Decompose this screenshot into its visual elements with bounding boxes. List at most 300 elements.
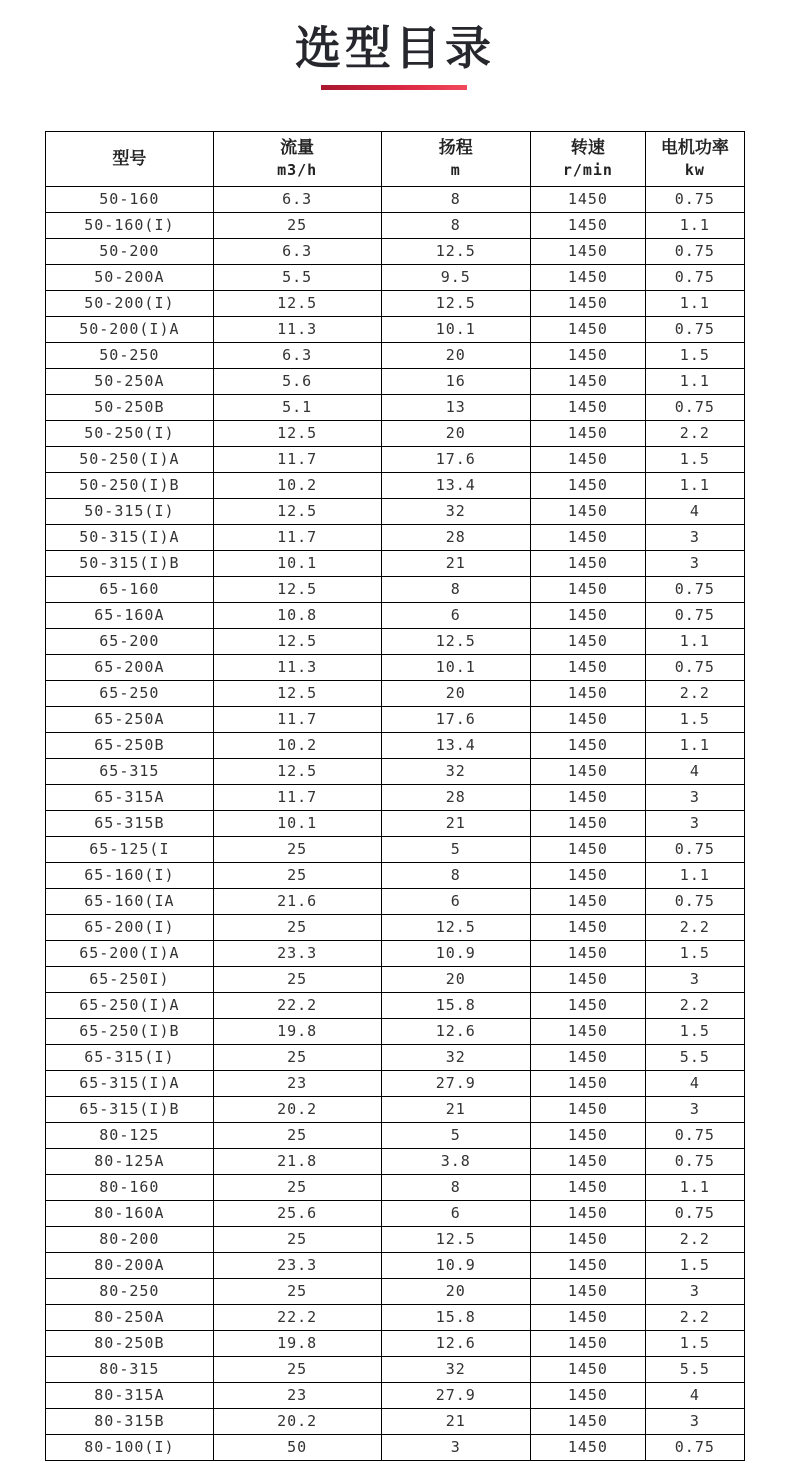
power-cell: 3 [645, 1409, 744, 1435]
model-cell: 80-125A [46, 1149, 214, 1175]
table-row [46, 629, 745, 655]
head-cell: 21 [381, 1409, 531, 1435]
flow-cell: 25 [213, 837, 381, 863]
table-row [46, 343, 745, 369]
power-cell: 2.2 [645, 421, 744, 447]
speed-cell: 1450 [531, 499, 646, 525]
head-cell: 6 [381, 1201, 531, 1227]
flow-cell: 19.8 [213, 1019, 381, 1045]
speed-cell: 1450 [531, 1149, 646, 1175]
power-cell: 3 [645, 1279, 744, 1305]
speed-cell: 1450 [531, 733, 646, 759]
model-cell: 50-250(I) [46, 421, 214, 447]
speed-cell: 1450 [531, 369, 646, 395]
speed-cell: 1450 [531, 1019, 646, 1045]
model-cell: 80-160 [46, 1175, 214, 1201]
model-cell: 65-200A [46, 655, 214, 681]
flow-cell: 10.8 [213, 603, 381, 629]
column-label: 型号 [112, 148, 147, 169]
speed-cell: 1450 [531, 395, 646, 421]
power-cell: 1.5 [645, 1331, 744, 1357]
table-row [46, 1123, 745, 1149]
selection-table [45, 131, 745, 1461]
model-cell: 50-315(I) [46, 499, 214, 525]
model-cell: 65-250A [46, 707, 214, 733]
head-cell: 12.5 [381, 629, 531, 655]
flow-cell: 12.5 [213, 499, 381, 525]
flow-cell: 6.3 [213, 187, 381, 213]
flow-cell: 25 [213, 967, 381, 993]
speed-cell: 1450 [531, 915, 646, 941]
column-unit: r/min [562, 161, 613, 180]
power-cell: 3 [645, 525, 744, 551]
flow-cell: 25 [213, 1123, 381, 1149]
power-cell: 0.75 [645, 187, 744, 213]
flow-cell: 5.1 [213, 395, 381, 421]
power-cell: 0.75 [645, 395, 744, 421]
model-cell: 65-250(I)A [46, 993, 214, 1019]
speed-cell: 1450 [531, 1201, 646, 1227]
head-cell: 15.8 [381, 993, 531, 1019]
power-cell: 5.5 [645, 1045, 744, 1071]
table-header-row [46, 132, 745, 187]
speed-cell: 1450 [531, 187, 646, 213]
head-cell: 20 [381, 1279, 531, 1305]
power-cell: 1.1 [645, 473, 744, 499]
speed-cell: 1450 [531, 1383, 646, 1409]
head-cell: 10.1 [381, 317, 531, 343]
model-cell: 50-250(I)A [46, 447, 214, 473]
table-row [46, 1019, 745, 1045]
speed-cell: 1450 [531, 655, 646, 681]
flow-cell: 11.7 [213, 447, 381, 473]
column-header-speed [531, 132, 646, 187]
table-row [46, 603, 745, 629]
table-row [46, 1253, 745, 1279]
column-header-flow [213, 132, 381, 187]
table-row [46, 213, 745, 239]
model-cell: 65-200(I) [46, 915, 214, 941]
table-row [46, 811, 745, 837]
head-cell: 21 [381, 1097, 531, 1123]
head-cell: 15.8 [381, 1305, 531, 1331]
power-cell: 0.75 [645, 1435, 744, 1461]
flow-cell: 50 [213, 1435, 381, 1461]
speed-cell: 1450 [531, 239, 646, 265]
model-cell: 80-125 [46, 1123, 214, 1149]
column-unit: kw [684, 161, 705, 180]
model-cell: 80-100(I) [46, 1435, 214, 1461]
model-cell: 80-160A [46, 1201, 214, 1227]
speed-cell: 1450 [531, 1123, 646, 1149]
table-row [46, 1071, 745, 1097]
head-cell: 32 [381, 499, 531, 525]
title-underline-bar [321, 85, 467, 90]
flow-cell: 22.2 [213, 993, 381, 1019]
power-cell: 1.5 [645, 447, 744, 473]
head-cell: 8 [381, 187, 531, 213]
table-row [46, 525, 745, 551]
model-cell: 65-315(I)A [46, 1071, 214, 1097]
table-row [46, 1305, 745, 1331]
flow-cell: 10.2 [213, 473, 381, 499]
power-cell: 1.5 [645, 941, 744, 967]
speed-cell: 1450 [531, 577, 646, 603]
table-row [46, 915, 745, 941]
model-cell: 80-250A [46, 1305, 214, 1331]
flow-cell: 25 [213, 1045, 381, 1071]
power-cell: 1.1 [645, 863, 744, 889]
table-row [46, 1201, 745, 1227]
flow-cell: 23 [213, 1071, 381, 1097]
head-cell: 32 [381, 759, 531, 785]
speed-cell: 1450 [531, 213, 646, 239]
head-cell: 20 [381, 343, 531, 369]
table-row [46, 1357, 745, 1383]
model-cell: 80-315A [46, 1383, 214, 1409]
model-cell: 80-200 [46, 1227, 214, 1253]
flow-cell: 10.1 [213, 811, 381, 837]
column-label: 扬程 [438, 138, 473, 159]
power-cell: 1.5 [645, 343, 744, 369]
head-cell: 10.9 [381, 1253, 531, 1279]
flow-cell: 11.3 [213, 317, 381, 343]
table-row [46, 447, 745, 473]
table-row [46, 551, 745, 577]
model-cell: 50-315(I)B [46, 551, 214, 577]
flow-cell: 12.5 [213, 421, 381, 447]
table-row [46, 473, 745, 499]
model-cell: 50-250B [46, 395, 214, 421]
speed-cell: 1450 [531, 473, 646, 499]
power-cell: 3 [645, 551, 744, 577]
table-row [46, 655, 745, 681]
flow-cell: 12.5 [213, 291, 381, 317]
flow-cell: 25 [213, 213, 381, 239]
model-cell: 50-250A [46, 369, 214, 395]
model-cell: 65-315 [46, 759, 214, 785]
table-row [46, 681, 745, 707]
speed-cell: 1450 [531, 941, 646, 967]
model-cell: 65-160(IA [46, 889, 214, 915]
table-row [46, 837, 745, 863]
flow-cell: 21.8 [213, 1149, 381, 1175]
table-row [46, 577, 745, 603]
power-cell: 0.75 [645, 889, 744, 915]
flow-cell: 25 [213, 1175, 381, 1201]
speed-cell: 1450 [531, 1227, 646, 1253]
table-body [46, 187, 745, 1461]
head-cell: 3 [381, 1435, 531, 1461]
power-cell: 0.75 [645, 239, 744, 265]
model-cell: 65-200 [46, 629, 214, 655]
flow-cell: 12.5 [213, 577, 381, 603]
flow-cell: 12.5 [213, 629, 381, 655]
flow-cell: 10.1 [213, 551, 381, 577]
speed-cell: 1450 [531, 785, 646, 811]
table-row [46, 993, 745, 1019]
model-cell: 80-315 [46, 1357, 214, 1383]
head-cell: 12.5 [381, 1227, 531, 1253]
speed-cell: 1450 [531, 551, 646, 577]
model-cell: 65-250 [46, 681, 214, 707]
flow-cell: 25 [213, 1227, 381, 1253]
column-unit: m [450, 161, 461, 180]
speed-cell: 1450 [531, 603, 646, 629]
speed-cell: 1450 [531, 811, 646, 837]
flow-cell: 12.5 [213, 681, 381, 707]
speed-cell: 1450 [531, 1435, 646, 1461]
flow-cell: 21.6 [213, 889, 381, 915]
head-cell: 8 [381, 213, 531, 239]
model-cell: 50-315(I)A [46, 525, 214, 551]
power-cell: 0.75 [645, 1123, 744, 1149]
column-header-head [381, 132, 531, 187]
power-cell: 0.75 [645, 837, 744, 863]
table-row [46, 1409, 745, 1435]
model-cell: 50-200A [46, 265, 214, 291]
power-cell: 1.1 [645, 369, 744, 395]
model-cell: 50-200 [46, 239, 214, 265]
power-cell: 1.1 [645, 213, 744, 239]
speed-cell: 1450 [531, 837, 646, 863]
head-cell: 3.8 [381, 1149, 531, 1175]
speed-cell: 1450 [531, 447, 646, 473]
table-row [46, 369, 745, 395]
head-cell: 12.5 [381, 915, 531, 941]
speed-cell: 1450 [531, 1253, 646, 1279]
flow-cell: 12.5 [213, 759, 381, 785]
speed-cell: 1450 [531, 1097, 646, 1123]
model-cell: 50-250(I)B [46, 473, 214, 499]
head-cell: 9.5 [381, 265, 531, 291]
flow-cell: 11.7 [213, 707, 381, 733]
flow-cell: 23.3 [213, 941, 381, 967]
table-row [46, 1435, 745, 1461]
speed-cell: 1450 [531, 265, 646, 291]
flow-cell: 11.7 [213, 525, 381, 551]
model-cell: 65-315A [46, 785, 214, 811]
model-cell: 65-160 [46, 577, 214, 603]
model-cell: 65-160(I) [46, 863, 214, 889]
flow-cell: 10.2 [213, 733, 381, 759]
head-cell: 8 [381, 577, 531, 603]
power-cell: 1.1 [645, 1175, 744, 1201]
flow-cell: 22.2 [213, 1305, 381, 1331]
flow-cell: 25 [213, 1357, 381, 1383]
model-cell: 50-200(I)A [46, 317, 214, 343]
table-row [46, 863, 745, 889]
power-cell: 0.75 [645, 1201, 744, 1227]
flow-cell: 11.7 [213, 785, 381, 811]
head-cell: 21 [381, 551, 531, 577]
speed-cell: 1450 [531, 967, 646, 993]
speed-cell: 1450 [531, 993, 646, 1019]
flow-cell: 25 [213, 1279, 381, 1305]
power-cell: 0.75 [645, 317, 744, 343]
head-cell: 28 [381, 785, 531, 811]
table-row [46, 889, 745, 915]
model-cell: 65-315(I)B [46, 1097, 214, 1123]
head-cell: 16 [381, 369, 531, 395]
power-cell: 1.1 [645, 629, 744, 655]
power-cell: 2.2 [645, 915, 744, 941]
flow-cell: 5.5 [213, 265, 381, 291]
speed-cell: 1450 [531, 863, 646, 889]
speed-cell: 1450 [531, 291, 646, 317]
power-cell: 3 [645, 811, 744, 837]
table-row [46, 421, 745, 447]
flow-cell: 11.3 [213, 655, 381, 681]
power-cell: 4 [645, 499, 744, 525]
flow-cell: 23 [213, 1383, 381, 1409]
speed-cell: 1450 [531, 421, 646, 447]
table-row [46, 1175, 745, 1201]
model-cell: 65-250I) [46, 967, 214, 993]
head-cell: 6 [381, 889, 531, 915]
model-cell: 50-160 [46, 187, 214, 213]
power-cell: 0.75 [645, 265, 744, 291]
head-cell: 6 [381, 603, 531, 629]
flow-cell: 20.2 [213, 1409, 381, 1435]
power-cell: 2.2 [645, 1227, 744, 1253]
power-cell: 3 [645, 1097, 744, 1123]
column-label: 电机功率 [660, 138, 729, 159]
model-cell: 65-315(I) [46, 1045, 214, 1071]
flow-cell: 5.6 [213, 369, 381, 395]
head-cell: 8 [381, 1175, 531, 1201]
head-cell: 28 [381, 525, 531, 551]
speed-cell: 1450 [531, 317, 646, 343]
speed-cell: 1450 [531, 525, 646, 551]
table-row [46, 395, 745, 421]
model-cell: 80-200A [46, 1253, 214, 1279]
speed-cell: 1450 [531, 343, 646, 369]
model-cell: 80-315B [46, 1409, 214, 1435]
power-cell: 2.2 [645, 681, 744, 707]
head-cell: 10.1 [381, 655, 531, 681]
table-row [46, 265, 745, 291]
power-cell: 1.5 [645, 1253, 744, 1279]
model-cell: 80-250B [46, 1331, 214, 1357]
head-cell: 17.6 [381, 447, 531, 473]
table-row [46, 785, 745, 811]
page-title: 选型目录 [295, 21, 495, 75]
head-cell: 12.6 [381, 1331, 531, 1357]
model-cell: 65-250B [46, 733, 214, 759]
power-cell: 4 [645, 1383, 744, 1409]
table-row [46, 499, 745, 525]
head-cell: 5 [381, 837, 531, 863]
model-cell: 65-200(I)A [46, 941, 214, 967]
column-header-model [46, 132, 214, 187]
flow-cell: 19.8 [213, 1331, 381, 1357]
power-cell: 3 [645, 785, 744, 811]
head-cell: 8 [381, 863, 531, 889]
table-row [46, 1279, 745, 1305]
table-row [46, 1227, 745, 1253]
model-cell: 50-160(I) [46, 213, 214, 239]
power-cell: 3 [645, 967, 744, 993]
table-header [46, 132, 745, 187]
speed-cell: 1450 [531, 1357, 646, 1383]
table-row [46, 1331, 745, 1357]
speed-cell: 1450 [531, 629, 646, 655]
table-row [46, 733, 745, 759]
column-unit: m3/h [277, 161, 318, 180]
head-cell: 5 [381, 1123, 531, 1149]
head-cell: 32 [381, 1357, 531, 1383]
column-label: 转速 [570, 138, 605, 159]
table-row [46, 1097, 745, 1123]
head-cell: 12.6 [381, 1019, 531, 1045]
power-cell: 5.5 [645, 1357, 744, 1383]
model-cell: 65-125(I [46, 837, 214, 863]
flow-cell: 25 [213, 915, 381, 941]
power-cell: 1.1 [645, 291, 744, 317]
speed-cell: 1450 [531, 1175, 646, 1201]
head-cell: 17.6 [381, 707, 531, 733]
column-header-power [645, 132, 744, 187]
head-cell: 21 [381, 811, 531, 837]
column-label: 流量 [280, 138, 315, 159]
speed-cell: 1450 [531, 1305, 646, 1331]
power-cell: 2.2 [645, 993, 744, 1019]
speed-cell: 1450 [531, 681, 646, 707]
speed-cell: 1450 [531, 759, 646, 785]
power-cell: 1.5 [645, 707, 744, 733]
flow-cell: 25 [213, 863, 381, 889]
head-cell: 10.9 [381, 941, 531, 967]
flow-cell: 6.3 [213, 239, 381, 265]
power-cell: 0.75 [645, 1149, 744, 1175]
speed-cell: 1450 [531, 707, 646, 733]
speed-cell: 1450 [531, 1279, 646, 1305]
speed-cell: 1450 [531, 1045, 646, 1071]
head-cell: 20 [381, 681, 531, 707]
model-cell: 65-250(I)B [46, 1019, 214, 1045]
power-cell: 1.5 [645, 1019, 744, 1045]
flow-cell: 25.6 [213, 1201, 381, 1227]
head-cell: 20 [381, 421, 531, 447]
table-row [46, 1383, 745, 1409]
table-row [46, 967, 745, 993]
table-row [46, 239, 745, 265]
power-cell: 0.75 [645, 603, 744, 629]
model-cell: 50-250 [46, 343, 214, 369]
table-row [46, 1149, 745, 1175]
model-cell: 80-250 [46, 1279, 214, 1305]
model-cell: 50-200(I) [46, 291, 214, 317]
table-row [46, 291, 745, 317]
head-cell: 27.9 [381, 1383, 531, 1409]
model-cell: 65-315B [46, 811, 214, 837]
head-cell: 20 [381, 967, 531, 993]
speed-cell: 1450 [531, 1331, 646, 1357]
model-cell: 65-160A [46, 603, 214, 629]
table-row [46, 759, 745, 785]
power-cell: 4 [645, 1071, 744, 1097]
table-row [46, 317, 745, 343]
flow-cell: 6.3 [213, 343, 381, 369]
power-cell: 0.75 [645, 655, 744, 681]
speed-cell: 1450 [531, 1071, 646, 1097]
power-cell: 1.1 [645, 733, 744, 759]
table-row [46, 1045, 745, 1071]
head-cell: 13.4 [381, 473, 531, 499]
power-cell: 2.2 [645, 1305, 744, 1331]
flow-cell: 20.2 [213, 1097, 381, 1123]
